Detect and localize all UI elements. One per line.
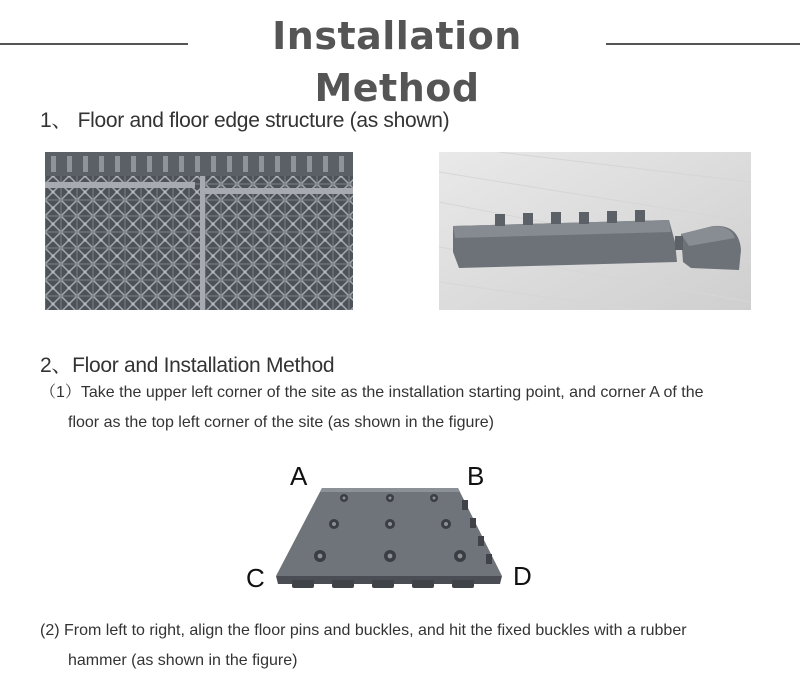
step1-line1: （1）Take the upper left corner of the site as the installation starting point, and corner A of the xyxy=(40,384,704,401)
corner-label-a: A xyxy=(290,461,308,491)
section1-heading: 1、 Floor and floor edge structure (as shown) xyxy=(40,109,450,132)
page-title: Installation Method xyxy=(272,14,522,110)
step1-text xyxy=(40,378,780,438)
step2-line1: (2) From left to right, align the floor pins and buckles, and hit the fixed buckles with a rubber xyxy=(40,622,687,639)
step2-text xyxy=(40,616,780,676)
floor-structure-photo xyxy=(45,152,353,310)
corner-label-c: C xyxy=(246,563,265,593)
step2-line2: hammer (as shown in the figure) xyxy=(68,652,298,669)
floor-edge-photo xyxy=(439,152,751,310)
title-rule-right xyxy=(606,43,800,45)
step1-line2: floor as the top left corner of the site (as shown in the figure) xyxy=(68,414,494,431)
corner-label-d: D xyxy=(513,561,532,591)
title-row xyxy=(0,10,800,110)
corner-label-b: B xyxy=(467,461,485,491)
section2-heading: 2、Floor and Installation Method xyxy=(40,354,335,377)
title-rule-left xyxy=(0,43,188,45)
floor-tile-diagram xyxy=(262,480,522,592)
